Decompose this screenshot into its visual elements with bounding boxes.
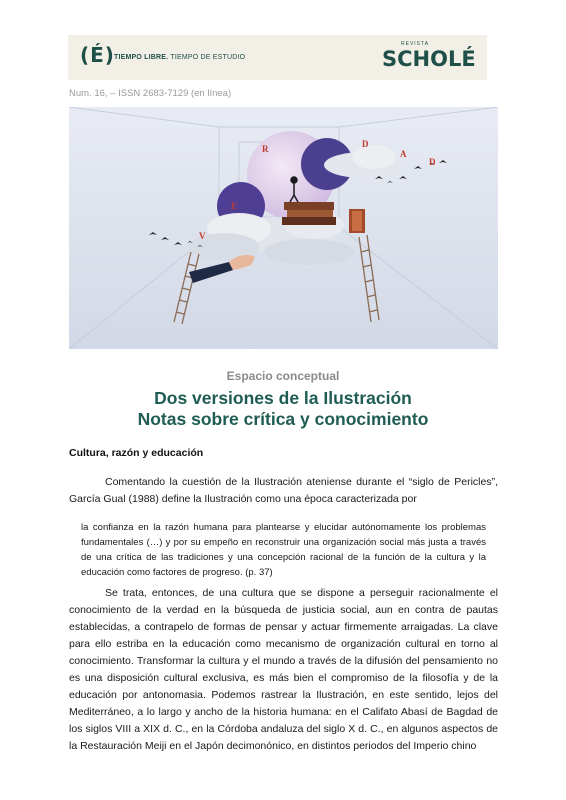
issn-line: Num. 16, – ISSN 2683-7129 (en línea) (69, 88, 232, 99)
revista-label: REVISTA (401, 41, 430, 47)
body-paragraph-2: Se trata, entonces, de una cultura que se dispone a perseguir racionalmente el conocimiento de la verdad en la búsqueda de justicia social, aun en contra de pautas establecidas, a contrapelo de formas de pensar y actuar firmemente arraigadas. La clave para ello estriba en la educación como mecanismo de organización cultural en torno al conocimiento. Transformar la cultura y el mundo a través de la difusión del pensamiento no es una disposición cultural exclusiva, es más bien el compromiso de la filosofía y de la educación por antonomasia. Podemos rastrear la Ilustración, en este sentido, lejos del Mediterráneo, a lo largo y ancho de la historia humana: en el Califato Abasí de Bagdad de los siglos VIII a XIX d. C., en la Córdoba andaluza del siglo X d. C., en algunos aspectos de la Restauración Meiji en el Japón decimonónico, en distintos periodos del Imperio chino (69, 587, 498, 752)
section-label: Espacio conceptual (226, 369, 340, 383)
letter-d2: D (429, 157, 436, 167)
letter-r: R (262, 144, 269, 154)
letter-v: V (199, 231, 206, 241)
block-quote: la confianza en la razón humana para plantearse y elucidar autónomamente los problemas fundamentales (…) y por su empeño en reconstruir una organización social más justa a través de una crítica de las tradiciones y una concepción racional de la función de la cultura y la educación como factores de progreso. (p. 37) (81, 522, 486, 578)
article-subtitle: Notas sobre crítica y conocimiento (137, 409, 429, 429)
section-subheading: Cultura, razón y educación (69, 447, 204, 459)
illustration-svg (69, 107, 498, 349)
journal-logo-mark: (É) (80, 43, 115, 67)
journal-tagline: TIEMPO LIBRE. TIEMPO DE ESTUDIO (114, 54, 246, 61)
letter-e: E (231, 201, 238, 211)
cover-illustration (69, 107, 498, 349)
letter-a: A (400, 149, 407, 159)
journal-banner (68, 35, 487, 80)
body-paragraph-1: Comentando la cuestión de la Ilustración ateniense durante el “siglo de Pericles”, García Gual (1988) define la Ilustración como una época caracterizada por (69, 476, 498, 505)
article-title: Dos versiones de la Ilustración (154, 388, 412, 408)
journal-name-logo: SCHOLÉ (382, 47, 476, 71)
letter-d1: D (362, 139, 369, 149)
